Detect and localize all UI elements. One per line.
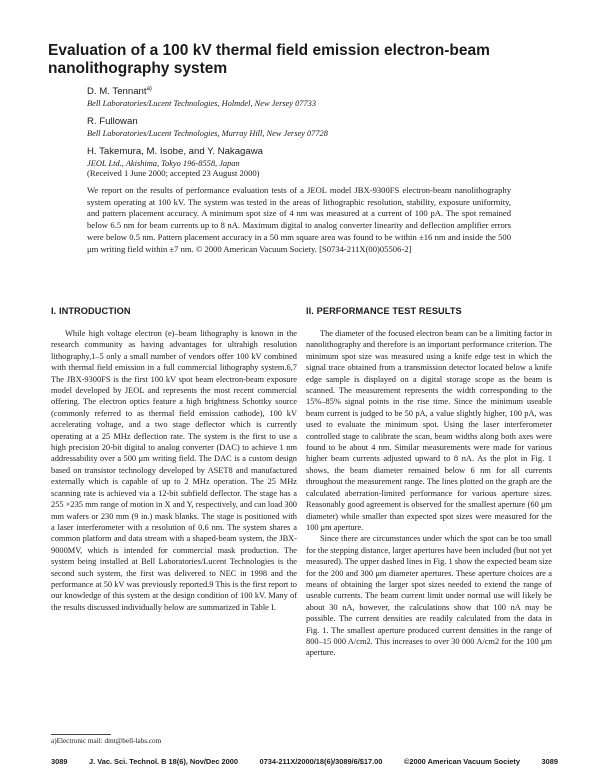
footer-copyright: ©2000 American Vacuum Society <box>403 757 520 766</box>
author-affiliation-2: Bell Laboratories/Lucent Technologies, Murray Hill, New Jersey 07728 <box>87 129 328 139</box>
author-mark: a) <box>146 86 152 92</box>
left-column <box>51 306 297 613</box>
paper-title: Evaluation of a 100 kV thermal field emission electron-beam nanolithography system <box>48 42 490 77</box>
author-affiliation-3: JEOL Ltd., Akishima, Tokyo 196-8558, Japan <box>87 159 240 169</box>
footnote-divider <box>51 734 111 735</box>
author-name-3: H. Takemura, M. Isobe, and Y. Nakagawa <box>87 146 263 158</box>
section-heading-performance: II. PERFORMANCE TEST RESULTS <box>306 306 462 316</box>
page-footer <box>51 757 558 766</box>
received-date: (Received 1 June 2000; accepted 23 August 2000) <box>87 168 260 178</box>
footer-page-left: 3089 <box>51 757 68 766</box>
author-affiliation-1: Bell Laboratories/Lucent Technologies, Holmdel, New Jersey 07733 <box>87 99 317 109</box>
introduction-paragraph: While high voltage electron (e)–beam lithography is known in the research community as having advantages for ultrahigh resolution lithography,1–5 only a small number of vendors offer 100 kV combined with thermal field emission in a full commercial lithography system.6,7 The JBX-9300FS is the first 100 kV spot beam electron-beam exposure model developed by JEOL and represents the most recent commercial offering. The electron optics feature a high brightness Schottky source (commonly referred to as thermal field emission cathode), 100 kV accelerating voltage, and a two stage deflector which is currently operating at a 25 MHz deflection rate. The system is the first to use a high precision 20-bit digital to analog converter (DAC) to achieve 1 nm addressability over a 500 μm writing field. The DAC is a custom design based on transistor technology developed by ASET8 and manufactured externally which is capable of up to 2 MHz operation. The 25 MHz scanning rate is achieved via a 12-bit subfield deflector. The stage has a 255 ×235 mm range of motion in X and Y, respectively, and can load 300 mm wafers or 230 mm (9 in.) mask blanks. The stage is positioned with a laser interferometer with a resolution of 0.6 nm. The system shares a common platform and data stream with a shaped-beam system, the JBX-9000MV, which is intended for commercial mask production. The system being installed at Bell Laboratories/Lucent Technologies is the second such system, the first was delivered to NEC in 1998 and the performance at 50 kV was previously reported.9 This is the first report to our knowledge of this system at the design condition of 100 kV. Many of the results discussed individually below are summarized in Table I. <box>51 329 297 612</box>
author-name-1: D. M. Tennant$^{a)}$ <box>87 86 152 98</box>
footer-page-right: 3089 <box>541 757 558 766</box>
performance-paragraph-1: The diameter of the focused electron beam can be a limiting factor in nanolithography and therefore is an important performance criterion. The minimum spot size was measured using a knife edge test in which the signal trace obtained from a transmission detector located below a knife edge sample is displayed on a digital storage scope as the beam is scanned. The measurement represents the width corresponding to the 15%–85% signal points in the rise time. Since the minimum useable beam current is judged to be 50 pA, a value slightly higher, 100 pA, was used to evaluate the minimum spot. Using the laser interferometer controlled stage to calibrate the scan, beam widths along both axes were found to be about 4 nm. Similar measurements were made for various higher beam currents adjusted upward to 8 nA. As the plot in Fig. 1 shows, the beam diameter remained below 6 nm for all currents throughout the measurement range. The lines plotted on the graph are the calculated aberration-limited performance for various aperture sizes. Reasonably good agreement is observed for the smallest aperture (60 μm diameter) while smaller than expected spot sizes were measured for the 100 μm aperture. <box>306 329 552 532</box>
author-block <box>87 83 557 176</box>
right-column <box>306 306 552 659</box>
footer-journal: J. Vac. Sci. Technol. B 18(6), Nov/Dec 2000 <box>88 757 238 766</box>
abstract: We report on the results of performance evaluation tests of a JEOL model JBX-9300FS electron-beam nanolithography system operating at 100 kV. The system was tested in the areas of lithographic resolution, stability, exposure uniformity, and pattern placement accuracy. A minimum spot size of 4 nm was measured at a current of 100 pA. The spot remained below 6.5 nm for beam currents up to 8 nA. Maximum digital to analog converter linearity and deflection amplifier errors were below 0.5 nm. Pattern placement accuracy in a 50 mm square area was found to be within ±16 nm and inside the 500 μm writing field within ±7 nm. © 2000 American Vacuum Society. [S0734-211X(00)05506-2] <box>87 185 511 254</box>
section-heading-introduction: I. INTRODUCTION <box>51 306 131 316</box>
footnote-email: a)Electronic mail: dmt@bell-labs.com <box>51 737 162 745</box>
author-name-2: R. Fullowan <box>87 116 138 128</box>
performance-paragraph-2: Since there are circumstances under which the spot can be too small for the stepping distance, larger apertures have been included (but not yet measured). The upper dashed lines in Fig. 1 show the expected beam size for the 200 and 300 μm diameter apertures. These aperture choices are a means of obtaining the larger spot sizes needed to extend the range of useable currents. The beam current limit under normal use will likely be about 30 nA, however, the calculations show that 100 nA may be possible. The current densities are readily calculated from the data in Fig. 1. The smallest aperture produced current densities in the range of 800–15 000 A/cm2. This increases to over 30 000 A/cm2 for the 100 μm aperture. <box>306 534 552 658</box>
footer-code: 0734-211X/2000/18(6)/3089/6/$17.00 <box>259 757 383 766</box>
